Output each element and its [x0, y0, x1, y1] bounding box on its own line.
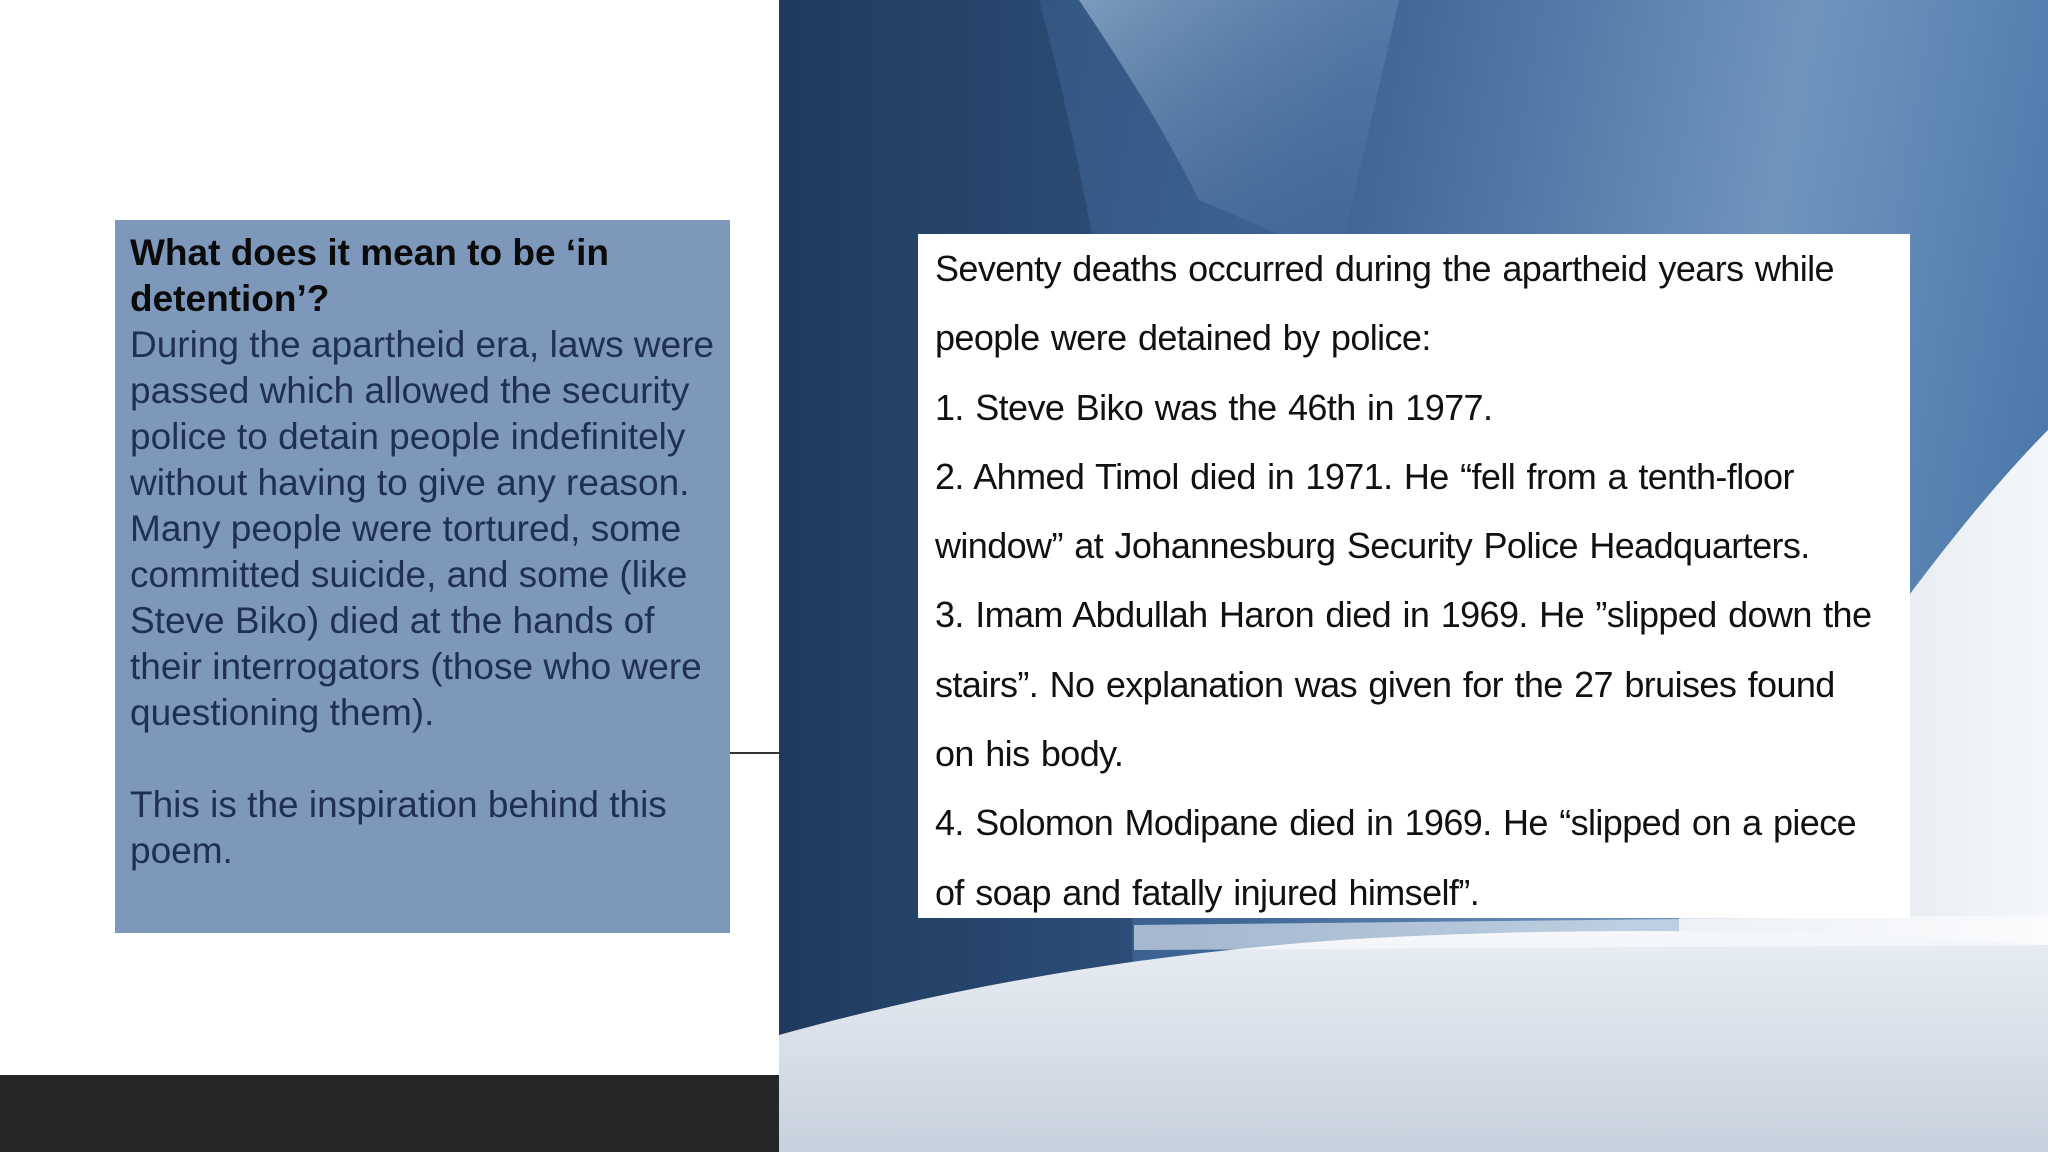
- deaths-line: 2. Ahmed Timol died in 1971. He “fell from a tenth-floor: [935, 455, 1794, 497]
- deaths-line: 4. Solomon Modipane died in 1969. He “slipped on a piece: [935, 802, 1857, 844]
- detention-deaths-box: [918, 234, 1910, 918]
- info-box-body: During the apartheid era, laws were passed which allowed the security police to detain people indefinitely without having to give any reason. Many people were tortured, some committed suicide, and some (like Steve Biko) died at the hands of their interrogators (those who were questioning them).: [130, 324, 715, 733]
- deaths-line: stairs”. No explanation was given for the 27 bruises found: [935, 663, 1835, 705]
- detention-info-box: [115, 220, 730, 933]
- info-box-title: What does it mean to be ‘in detention’?: [130, 232, 609, 319]
- deaths-line: 1. Steve Biko was the 46th in 1977.: [935, 386, 1493, 428]
- info-box-closing: This is the inspiration behind this poem.: [130, 784, 667, 871]
- deaths-line: on his body.: [935, 733, 1124, 775]
- bottom-bar: [0, 1075, 779, 1152]
- deaths-line: of soap and fatally injured himself”.: [935, 871, 1480, 913]
- deaths-line: 3. Imam Abdullah Haron died in 1969. He ”slipped down the: [935, 594, 1872, 636]
- deaths-line: Seventy deaths occurred during the apartheid years while: [935, 248, 1834, 289]
- deaths-line: people were detained by police:: [935, 317, 1431, 359]
- connector-line: [730, 752, 779, 754]
- info-box-spacer: [130, 736, 716, 782]
- deaths-line: window” at Johannesburg Security Police Headquarters.: [935, 525, 1810, 567]
